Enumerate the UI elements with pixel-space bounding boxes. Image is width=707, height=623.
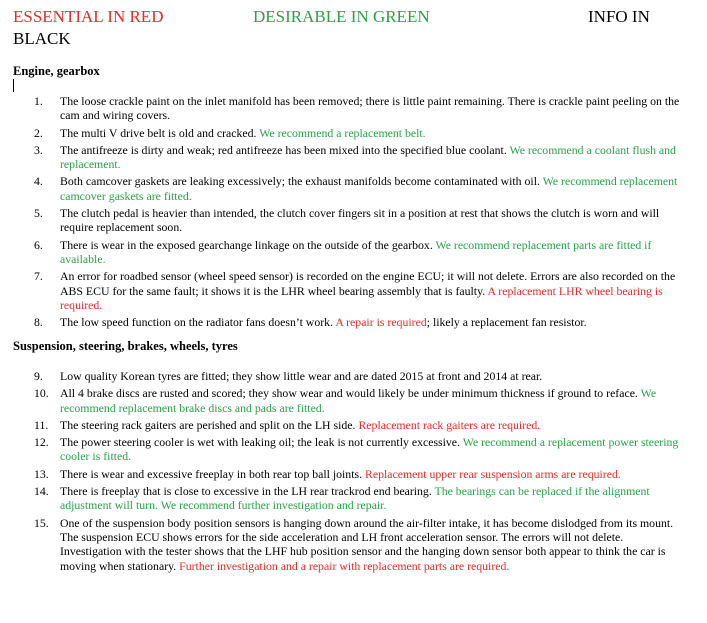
- item-number: 12.: [34, 435, 49, 450]
- item-desirable-text: The bearings can be replaced if the alignment adjustment will turn. We recommend further investigation and repair.: [60, 484, 650, 513]
- item-info-text-after: ; likely a replacement fan resistor.: [426, 315, 587, 330]
- list-item: [0, 94, 685, 123]
- item-info-text: One of the suspension body position sensors is hanging down around the air-filter intake, it has become dislodged from its mount. The suspension ECU shows errors for the side acceleration and LH front acceleration sensor. The errors will not delete. Investigation with the tester shows that the LHF hub position sensor and the hanging down sensor both appear to think the car is moving when stationary.: [60, 515, 674, 573]
- list-item: [0, 435, 685, 464]
- list-item: [0, 206, 685, 235]
- item-desirable-text: We recommend a replacement belt.: [259, 125, 426, 140]
- item-number: 10.: [34, 386, 49, 401]
- item-number: 13.: [34, 466, 49, 481]
- list-item: [0, 315, 685, 329]
- item-essential-text: A replacement LHR wheel bearing is required.: [60, 283, 663, 312]
- list-item: [0, 174, 685, 203]
- list-item: [0, 126, 685, 140]
- item-info-text: All 4 brake discs are rusted and scored; they show wear and would likely be under minimum thickness if ground to reface.: [60, 386, 641, 401]
- item-number: 9.: [34, 369, 43, 383]
- item-essential-text: A repair is required: [335, 315, 427, 330]
- item-number: 6.: [34, 237, 43, 252]
- item-desirable-text: We recommend replacement brake discs and pads are fitted.: [60, 386, 657, 415]
- item-number: 1.: [34, 94, 43, 108]
- item-info-text: There is wear and excessive freeplay in both rear top ball joints.: [60, 466, 365, 481]
- list-item: [0, 386, 685, 415]
- item-number: 15.: [34, 515, 49, 530]
- legend-essential: ESSENTIAL IN RED: [13, 7, 164, 26]
- engine-items-list: [0, 94, 685, 332]
- item-desirable-text: We recommend replacement camcover gaskets are fitted.: [60, 174, 678, 203]
- item-desirable-text: We recommend a coolant flush and replacement.: [60, 142, 676, 172]
- item-info-text: The antifreeze is dirty and weak; red antifreeze has been mixed into the specified blue coolant.: [60, 142, 510, 157]
- list-item: [0, 418, 685, 432]
- item-info-text: There is wear in the exposed gearchange linkage on the outside of the gearbox.: [60, 237, 436, 252]
- text-cursor: [13, 79, 14, 92]
- item-info-text: Low quality Korean tyres are fitted; they show little wear and are dated 2015 at front and 2014 at rear.: [60, 369, 543, 383]
- item-essential-text: Further investigation and a repair with replacement parts are required.: [179, 558, 510, 573]
- item-info-text: The clutch pedal is heavier than intended, the clutch cover fingers sit in a position at rest that shows the clutch is worn and will require replacement soon.: [60, 206, 660, 235]
- item-info-text: An error for roadbed sensor (wheel speed sensor) is recorded on the engine ECU; it will not delete. Errors are also recorded on the ABS ECU for the same fault; it shows it is the LHR wheel bearing assembly that is faulty.: [60, 269, 676, 298]
- item-number: 4.: [34, 174, 43, 189]
- section-title-engine: Engine, gearbox: [13, 64, 100, 78]
- item-desirable-text: We recommend a replacement power steering cooler is fitted.: [60, 435, 679, 464]
- list-item: [0, 516, 685, 573]
- list-item: [0, 369, 685, 383]
- item-essential-text: Replacement rack gaiters are required.: [358, 417, 541, 432]
- item-desirable-text: We recommend replacement parts are fitted if available.: [60, 237, 652, 266]
- item-number: 14.: [34, 484, 49, 499]
- item-info-text: The power steering cooler is wet with leaking oil; the leak is not currently excessive.: [60, 435, 463, 450]
- section-title-suspension: Suspension, steering, brakes, wheels, tyres: [13, 339, 238, 353]
- list-item: [0, 269, 685, 312]
- item-number: 7.: [34, 269, 43, 284]
- legend-info: INFO IN: [588, 7, 650, 26]
- item-number: 11.: [34, 417, 49, 432]
- list-item: [0, 467, 685, 481]
- item-info-text: The steering rack gaiters are perished and split on the LH side.: [60, 417, 359, 432]
- item-number: 8.: [34, 315, 43, 330]
- legend-desirable: DESIRABLE IN GREEN: [253, 7, 430, 26]
- item-info-text: The low speed function on the radiator fans doesn’t work.: [60, 315, 336, 330]
- item-info-text: There is freeplay that is close to excessive in the LH rear trackrod end bearing.: [60, 484, 435, 499]
- item-info-text: Both camcover gaskets are leaking excessively; the exhaust manifolds become contaminated with oil.: [60, 174, 543, 189]
- list-item: [0, 484, 685, 513]
- item-number: 3.: [34, 142, 43, 157]
- item-number: 2.: [34, 125, 43, 140]
- suspension-items-list: [0, 369, 685, 576]
- item-number: 5.: [34, 206, 43, 221]
- item-info-text: The loose crackle paint on the inlet manifold has been removed; there is little paint remaining. There is crackle paint peeling on the cam and wiring covers.: [60, 94, 680, 123]
- item-essential-text: Replacement upper rear suspension arms are required.: [364, 466, 621, 481]
- legend-info-line2: BLACK: [13, 29, 71, 48]
- list-item: [0, 143, 685, 172]
- list-item: [0, 238, 685, 267]
- item-info-text: The multi V drive belt is old and cracked.: [60, 125, 260, 140]
